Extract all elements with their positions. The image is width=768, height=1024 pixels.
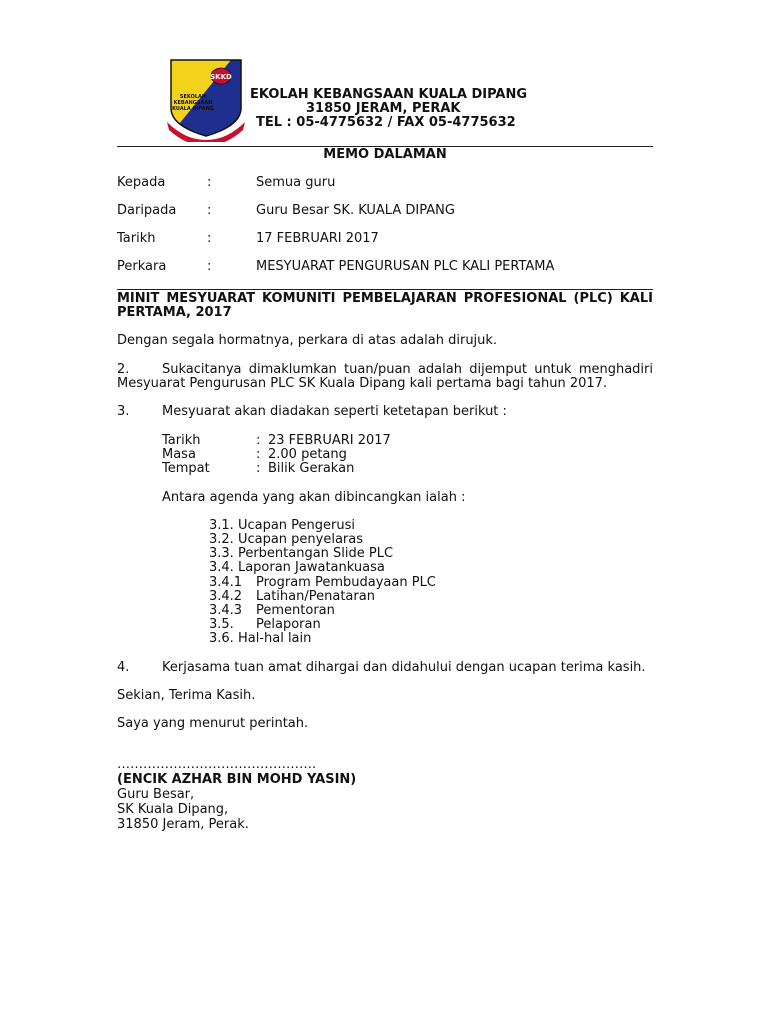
agenda-item-number: 3.4.3 (209, 603, 243, 618)
agenda-item-text: Ucapan Pengerusi (237, 518, 356, 533)
logo-text-line1: SEKOLAH (179, 94, 207, 100)
minit-title-line2: PERTAMA, 2017 (117, 305, 232, 320)
meta-colon: : (207, 203, 212, 218)
minit-title-line1: MINIT MESYUARAT KOMUNITI PEMBELAJARAN PROFESIONAL (PLC) KALI (117, 291, 653, 306)
agenda-item (209, 532, 363, 547)
agenda-item-text: Latihan/Penataran (256, 589, 375, 604)
signature-dots: ………………………………………. (117, 757, 317, 772)
agenda-item-text: Ucapan penyelaras (237, 532, 364, 547)
logo-text-line3: KUALA DIPANG (172, 106, 214, 112)
agenda-item-number: 3.1. (209, 518, 234, 533)
meta-label: Daripada (117, 203, 177, 218)
agenda-intro: Antara agenda yang akan dibincangkan ialah : (162, 490, 466, 505)
para3-text: Mesyuarat akan diadakan seperti ketetapan berikut : (162, 404, 507, 419)
agenda-item-number: 3.4. (209, 560, 234, 575)
para2-number: 2. (117, 362, 130, 377)
agenda-item (209, 560, 385, 575)
agenda-item-text: Laporan Jawatankuasa (237, 560, 385, 575)
detail-value: Bilik Gerakan (268, 461, 355, 476)
para4-number: 4. (117, 660, 130, 675)
opening-text: Dengan segala hormatnya, perkara di atas adalah dirujuk. (117, 333, 498, 348)
meta-value: 17 FEBRUARI 2017 (256, 231, 379, 246)
meta-value: MESYUARAT PENGURUSAN PLC KALI PERTAMA (256, 259, 555, 274)
school-name: EKOLAH KEBANGSAAN KUALA DIPANG (250, 87, 528, 102)
agenda-item-text: Perbentangan Slide PLC (237, 546, 394, 561)
agenda-item-number: 3.5. (209, 617, 234, 632)
agenda-item-text: Program Pembudayaan PLC (256, 575, 436, 590)
agenda-item-number: 3.2. (209, 532, 234, 547)
school-contact: TEL : 05-4775632 / FAX 05-4775632 (256, 115, 516, 130)
meta-colon: : (207, 259, 212, 274)
school-address: 31850 JERAM, PERAK (306, 101, 461, 116)
para2-line2: Mesyuarat Pengurusan PLC SK Kuala Dipang kali pertama bagi tahun 2017. (117, 376, 608, 391)
agenda-item-number: 3.4.1 (209, 575, 243, 590)
signatory-address: 31850 Jeram, Perak. (117, 817, 249, 832)
agenda-item (209, 631, 311, 646)
signatory-school: SK Kuala Dipang, (117, 802, 229, 817)
closing-text: Sekian, Terima Kasih. (117, 688, 256, 703)
meta-label: Perkara (117, 259, 167, 274)
meta-label: Tarikh (117, 231, 156, 246)
meta-value: Semua guru (256, 175, 336, 190)
signatory-title: Guru Besar, (117, 787, 195, 802)
agenda-item-number: 3.3. (209, 546, 234, 561)
meta-value: Guru Besar SK. KUALA DIPANG (256, 203, 455, 218)
detail-colon: : (256, 447, 261, 462)
agenda-item (209, 546, 393, 561)
logo-emblem-text: SKKD (210, 73, 232, 81)
logo-text-line2: KEBANGSAAN (173, 100, 213, 106)
detail-colon: : (256, 433, 261, 448)
para3-number: 3. (117, 404, 130, 419)
meta-colon: : (207, 175, 212, 190)
agenda-item (209, 518, 355, 533)
detail-label: Masa (162, 447, 196, 462)
detail-label: Tempat (162, 461, 210, 476)
agenda-item-text: Pementoran (256, 603, 335, 618)
meta-rule (117, 289, 653, 290)
detail-label: Tarikh (162, 433, 201, 448)
agenda-item-text: Pelaporan (256, 617, 321, 632)
memo-title: MEMO DALAMAN (323, 147, 447, 162)
agenda-item-number: 3.6. (209, 631, 234, 646)
detail-value: 23 FEBRUARI 2017 (268, 433, 391, 448)
meta-colon: : (207, 231, 212, 246)
para2-line1: Sukacitanya dimaklumkan tuan/puan adalah dijemput untuk menghadiri (162, 362, 653, 377)
agenda-item-number: 3.4.2 (209, 589, 243, 604)
school-logo (165, 56, 247, 142)
detail-value: 2.00 petang (268, 447, 347, 462)
detail-colon: : (256, 461, 261, 476)
signatory-name: (ENCIK AZHAR BIN MOHD YASIN) (117, 772, 357, 787)
closing-text: Saya yang menurut perintah. (117, 716, 309, 731)
agenda-item-text: Hal-hal lain (237, 631, 312, 646)
para4-text: Kerjasama tuan amat dihargai dan didahului dengan ucapan terima kasih. (162, 660, 646, 675)
meta-label: Kepada (117, 175, 166, 190)
